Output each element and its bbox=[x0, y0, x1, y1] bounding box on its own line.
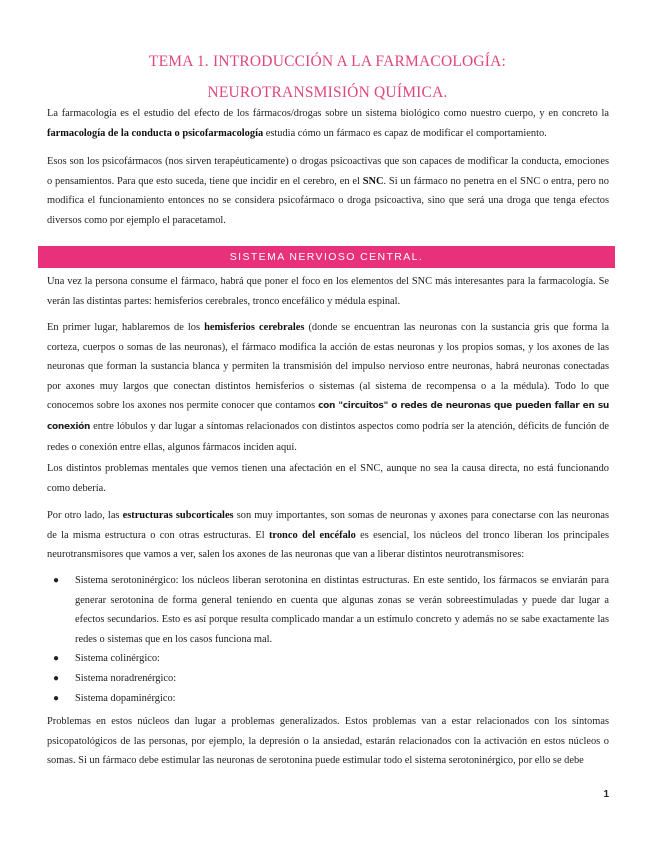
bold-term: tronco del encéfalo bbox=[268, 529, 356, 541]
text-run: . Si un fármaco no penetra en el SNC o entra, pero no modifica el funcionamiento entonces no se considera psicofármaco o droga psicoactiva, sino que será una droga que tenga efectos diversos como por ejemplo el paracetamol. bbox=[47, 175, 609, 226]
text-run: En primer lugar, hablaremos de los bbox=[47, 322, 205, 333]
paragraph-intro bbox=[47, 104, 609, 143]
bold-term: farmacología de la conducta o psicofarmacología bbox=[47, 127, 264, 139]
text-run: es esencial, los núcleos del tronco liberan los principales neurotransmisores que vamos a ver, salen los axones de las neuronas que van a liberar distintos neurotransmisores: bbox=[47, 529, 609, 561]
list-item bbox=[47, 669, 609, 689]
bold-term: SNC bbox=[362, 175, 384, 187]
text-run: son muy importantes, son somas de neuronas y axones para conectarse con las neuronas de la misma estructura o con otras estructuras. El bbox=[47, 510, 610, 541]
bullet-icon: ● bbox=[53, 672, 60, 684]
list-item bbox=[47, 571, 609, 649]
neurotransmitter-systems-list bbox=[47, 571, 609, 708]
page-title-line1: TEMA 1. INTRODUCCIÓN A LA FARMACOLOGÍA: bbox=[148, 53, 507, 70]
list-item-text: Sistema colinérgico: bbox=[75, 653, 160, 665]
paragraph-snc-intro: Una vez la persona consume el fármaco, habrá que poner el foco en los elementos del SNC más interesantes para la farmacología. Se verán las distintas partes: hemisferios cerebrales, tronco encefálico y médula espinal. bbox=[47, 276, 609, 307]
list-item bbox=[47, 689, 609, 709]
page-number: 1 bbox=[603, 789, 609, 800]
text-run: La farmacología es el estudio del efecto de los fármacos/drogas sobre un sistema biológico como nuestro cuerpo, y en concreto la bbox=[47, 108, 609, 119]
text-run: (donde se encuentran las neuronas con la sustancia gris que forma la corteza, cuerpos o somas de las neuronas), el fármaco modifica la acción de estas neuronas y los propios somas, y los axones de las neuronas que forman la sustancia blanca y permiten la transmisión del impulso nervioso entre neuronas, habrá neuronas conectadas por axones muy largos que conectan distintos hemisferios o sistemas (al sistema de recompensa o a la médula). Todo lo que conocemos sobre los axones nos permite conocer que contamos bbox=[47, 322, 609, 412]
bullet-icon: ● bbox=[53, 692, 60, 704]
paragraph-subcorticales bbox=[47, 506, 609, 565]
section-heading-band: SISTEMA NERVIOSO CENTRAL. bbox=[38, 246, 615, 268]
paragraph-problemas-mentales: Los distintos problemas mentales que vemos tienen una afectación en el SNC, aunque no sea la causa directa, no está funcionando como debería. bbox=[47, 463, 609, 494]
text-run: Esos son los psicofármacos (nos sirven terapéuticamente) o drogas psicoactivas que son capaces de modificar la conducta, emociones o pensamientos. Para que esto suceda, tiene que incidir en el cerebro, en el bbox=[47, 156, 609, 187]
list-item-text: Sistema serotoninérgico: los núcleos liberan serotonina en distintas estructuras. En este sentido, los fármacos se enviarán para generar serotonina de forma general teniendo en cuenta que algunas zonas se verán sobreestimuladas y puede dar lugar a efectos secundarios. Esto es así porque resulta complicado mandar a un estímulo concreto y además no se sabe exactamente las redes o sistemas que en los casos funciona mal. bbox=[75, 575, 609, 645]
handwritten-note: con "circuitos" o redes de neuronas que pueden fallar en su conexión bbox=[47, 401, 609, 432]
list-item-text: Sistema dopaminérgico: bbox=[75, 692, 176, 704]
bullet-icon: ● bbox=[53, 575, 60, 586]
list-item bbox=[47, 649, 609, 669]
bullet-icon: ● bbox=[53, 653, 60, 665]
page-title-line2: NEUROTRANSMISIÓN QUÍMICA. bbox=[207, 84, 448, 101]
text-run: Por otro lado, las bbox=[47, 510, 123, 521]
paragraph-psicofarmacos bbox=[47, 152, 609, 230]
list-item-text: Sistema noradrenérgico: bbox=[75, 672, 177, 684]
bold-term: estructuras subcorticales bbox=[122, 510, 234, 521]
text-run: estudia cómo un fármaco es capaz de modificar el comportamiento. bbox=[263, 127, 547, 139]
paragraph-problemas-nucleos: Problemas en estos núcleos dan lugar a problemas generalizados. Estos problemas van a estar relacionados con los síntomas psicopatológicos de las personas, por ejemplo, la depresión o la ansiedad, estarán relacionados con la activación en estos núcleos o somas. Si un fármaco debe estimular las neuronas de serotonina puede estimular todo el sistema serotoninérgico, por ello se debe bbox=[47, 716, 609, 767]
paragraph-hemisferios bbox=[47, 318, 609, 457]
bold-term: hemisferios cerebrales bbox=[204, 322, 305, 333]
text-run: entre lóbulos y dar lugar a síntomas relacionados con distintos aspectos como podría ser la atención, déficits de función de redes o conexión entre ellas, algunos fármacos inciden aquí. bbox=[47, 420, 609, 453]
